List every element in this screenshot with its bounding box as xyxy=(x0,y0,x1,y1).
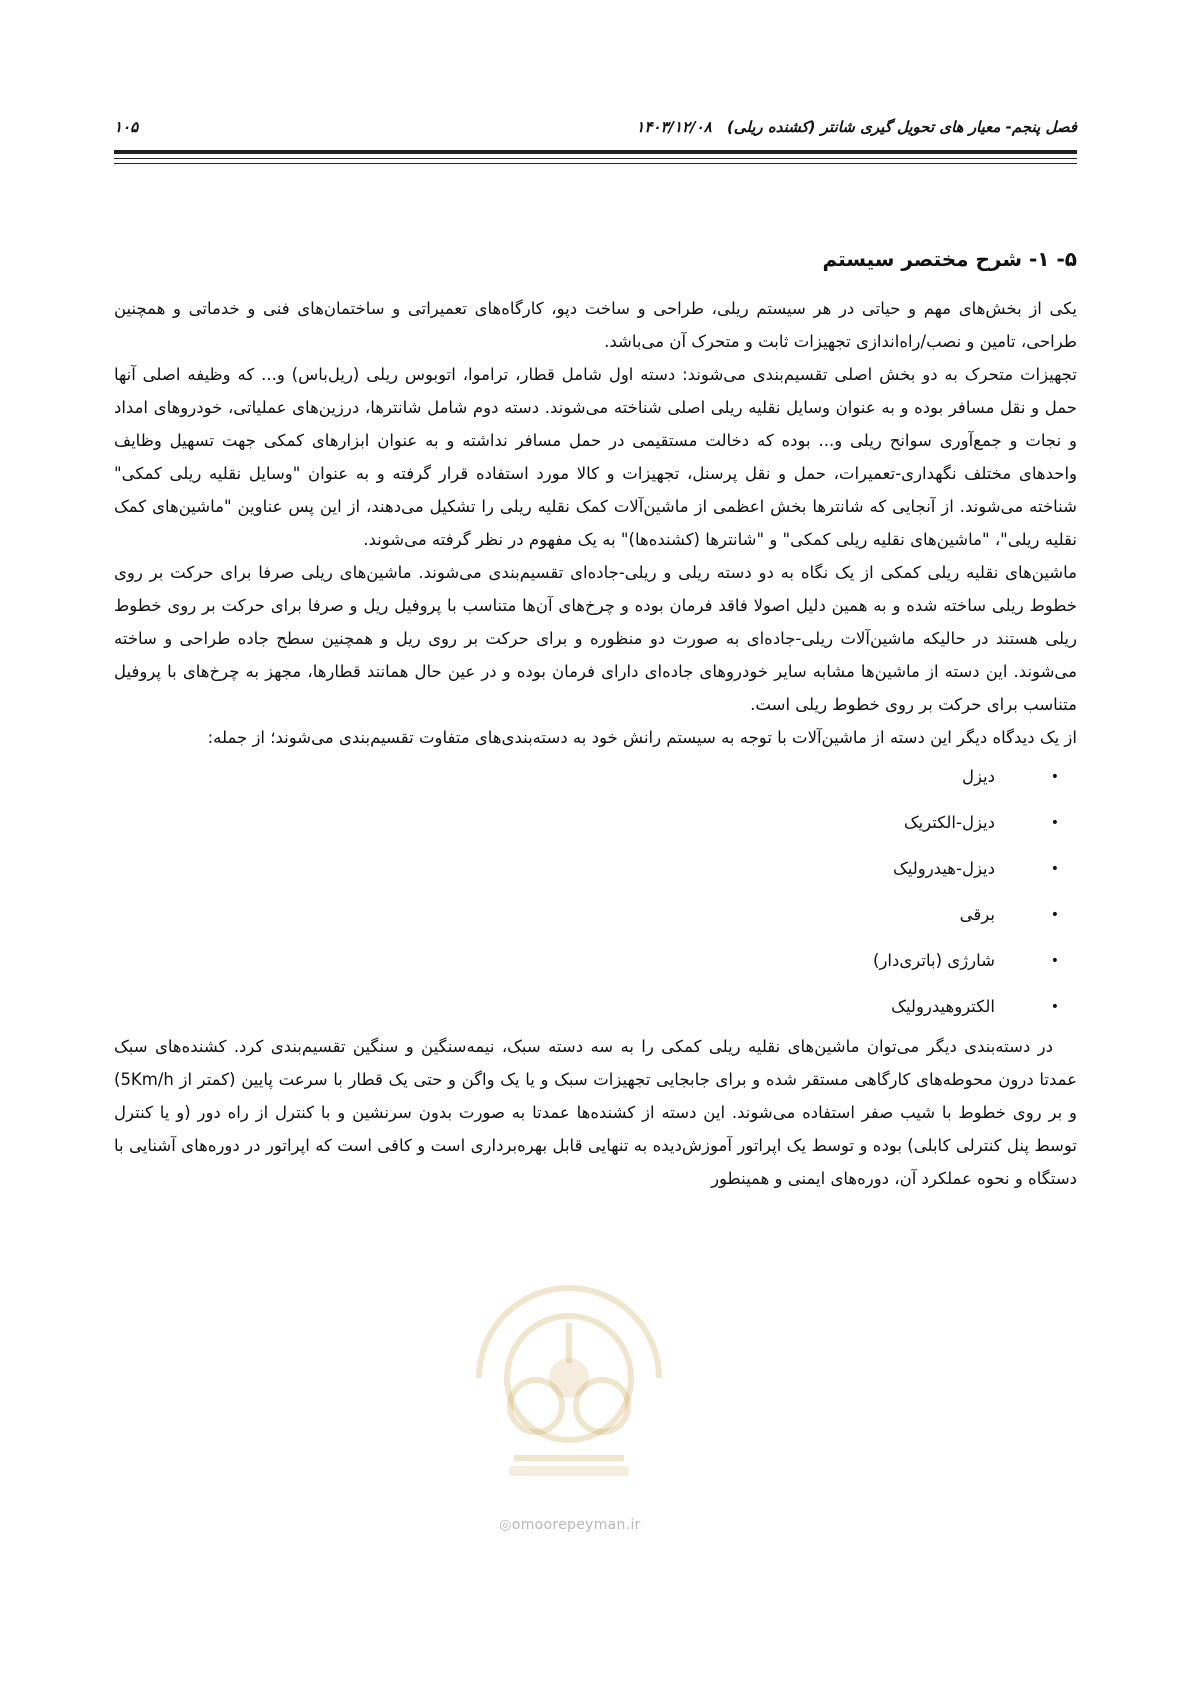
header-rule-thin xyxy=(114,158,1077,159)
header-title-block xyxy=(636,118,1077,136)
paragraph: تجهیزات متحرک به دو بخش اصلی تقسیم‌بندی می‌شوند: دسته اول شامل قطار، تراموا، اتوبوس ریلی (ریل‌باس) و... که وظیفه اصلی آنها حمل و نقل مسافر بوده و به عنوان وسایل نقلیه ریلی اصلی شناخته می‌شوند. دسته دوم شامل شانترها، درزین‌های عملیاتی، خودروهای امداد و نجات و جمع‌آوری سوانح ریلی و... بوده که دخالت مستقیمی در حمل مسافر نداشته و به عنوان ابزارهای کمکی جهت تسهیل وظایف واحدهای مختلف نگهداری-تعمیرات، حمل و نقل پرسنل، تجهیزات و کالا مورد استفاده قرار گرفته و به عنوان "وسایل نقلیه ریلی کمکی" شناخته می‌شوند. از آنجایی که شانترها بخش اعظمی از ماشین‌آلات کمک نقلیه ریلی را تشکیل می‌دهند، از این پس عناوین "ماشین‌های کمک نقلیه ریلی"، "ماشین‌های نقلیه ریلی کمکی" و "شانترها (کشنده‌ها)" به یک مفهوم در نظر گرفته می‌شوند. xyxy=(114,365,1077,549)
page-number: ۱۰۵ xyxy=(114,118,139,136)
list-item-label: دیزل xyxy=(961,767,995,786)
bullet-icon: • xyxy=(1050,861,1059,877)
list-item-label: برقی xyxy=(959,905,995,924)
list-item-label: دیزل-الکتریک xyxy=(903,813,995,832)
header-rule-thin-2 xyxy=(114,163,1077,164)
watermark-text xyxy=(480,1517,660,1533)
paragraph: یکی از بخش‌های مهم و حیاتی در هر سیستم ریلی، طراحی و ساخت دپو، کارگاه‌های تعمیراتی و ساختمان‌های فنی و خدماتی و همچنین طراحی، تامین و نصب/راه‌اندازی تجهیزات ثابت و متحرک آن می‌باشد. xyxy=(114,299,1077,351)
list-item xyxy=(114,754,1077,800)
watermark-globe-icon: ◎ xyxy=(499,1517,512,1533)
paragraph: از یک دیدگاه دیگر این دسته از ماشین‌آلات با توجه به سیستم رانش خود به دسته‌بندی‌های متفاوت تقسیم‌بندی می‌شوند؛ از جمله: xyxy=(207,728,1077,747)
list-item-label: شارژی (باتری‌دار) xyxy=(873,951,995,970)
header-date: ۱۴۰۳/۱۲/۰۸ xyxy=(636,118,712,136)
bullet-icon: • xyxy=(1050,999,1059,1015)
paragraph: در دسته‌بندی دیگر می‌توان ماشین‌های نقلیه ریلی کمکی را به سه دسته سبک، نیمه‌سنگین و سنگین تقسیم‌بندی کرد. کشنده‌های سبک عمدتا درون محوطه‌های کارگاهی مستقر شده و برای جابجایی تجهیزات سبک و یا یک واگن و حتی یک قطار با سرعت پایین (کمتر از 5Km/h) و بر روی خطوط با شیب صفر استفاده می‌شوند. این دسته از کشنده‌ها عمدتا به صورت بدون سرنشین و با کنترل از راه دور (و یا کنترل توسط پنل کنترلی کابلی) بوده و توسط یک اپراتور آموزش‌دیده به تنهایی قابل بهره‌برداری است و کافی است که اپراتور در دوره‌های آشنایی با دستگاه و نحوه عملکرد آن، دوره‌های ایمنی و همینطور xyxy=(114,1037,1077,1188)
list-item xyxy=(114,846,1077,892)
main-content xyxy=(114,244,1077,1195)
list-item xyxy=(114,800,1077,846)
watermark-logo-icon xyxy=(454,1228,684,1528)
propulsion-type-list xyxy=(114,754,1077,1030)
list-item xyxy=(114,892,1077,938)
section-heading: ۵- ۱- شرح مختصر سیستم xyxy=(822,247,1077,271)
running-header xyxy=(114,112,1077,146)
watermark-label: omoorepeyman.ir xyxy=(511,1517,641,1533)
bullet-icon: • xyxy=(1050,953,1059,969)
paragraph: ماشین‌های نقلیه ریلی کمکی از یک نگاه به دو دسته ریلی و ریلی-جاده‌ای تقسیم‌بندی می‌شوند. ماشین‌های ریلی صرفا برای حرکت بر روی خطوط ریلی ساخته شده و به همین دلیل اصولا فاقد فرمان بوده و چرخ‌های آن‌ها متناسب با پروفیل ریل و صرفا برای حرکت بر روی خطوط ریلی هستند در حالیکه ماشین‌آلات ریلی-جاده‌ای به صورت دو منظوره و برای حرکت بر روی ریل و همچنین سطح جاده طراحی و ساخته می‌شوند. این دسته از ماشین‌ها مشابه سایر خودروهای جاده‌ای دارای فرمان بوده و در عین حال همانند قطارها، مجهز به چرخ‌های با پروفیل متناسب برای حرکت بر روی خطوط ریلی است. xyxy=(114,563,1077,714)
bullet-icon: • xyxy=(1050,907,1059,923)
list-item-label: الکتروهیدرولیک xyxy=(891,997,995,1016)
list-item-label: دیزل-هیدرولیک xyxy=(892,859,995,878)
chapter-title: فصل پنجم- معیار های تحویل گیری شانتر (کشنده ریلی) xyxy=(726,118,1077,136)
bullet-icon: • xyxy=(1050,769,1059,785)
list-item xyxy=(114,938,1077,984)
bullet-icon: • xyxy=(1050,815,1059,831)
list-item xyxy=(114,984,1077,1030)
header-rule-thick xyxy=(114,150,1077,154)
